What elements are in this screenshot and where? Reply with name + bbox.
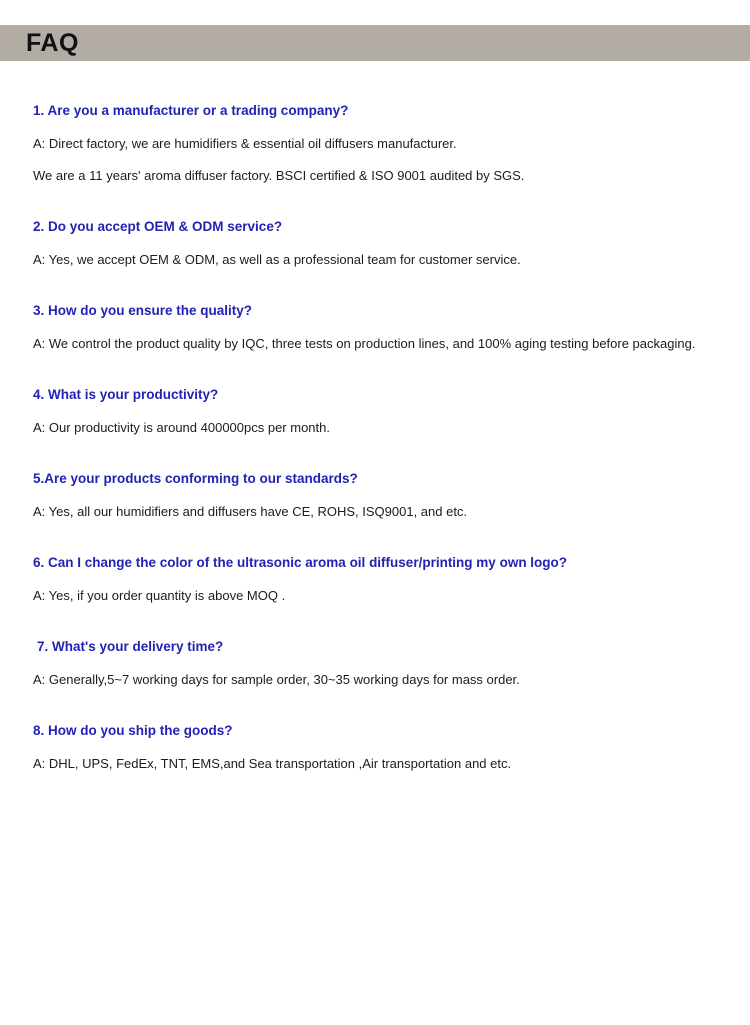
faq-answer: We are a 11 years' aroma diffuser factory. BSCI certified & ISO 9001 audited by SGS.	[33, 168, 525, 183]
faq-page	[0, 25, 750, 1025]
faq-item	[33, 219, 715, 268]
faq-question: 8. How do you ship the goods?	[33, 723, 233, 738]
faq-answer: A: Our productivity is around 400000pcs per month.	[33, 420, 330, 435]
faq-item	[33, 303, 715, 352]
faq-item	[33, 639, 715, 688]
faq-item	[33, 387, 715, 436]
faq-answer: A: DHL, UPS, FedEx, TNT, EMS,and Sea transportation ,Air transportation and etc.	[33, 756, 512, 771]
faq-list	[0, 61, 750, 847]
faq-item	[33, 723, 715, 772]
faq-question: 4. What is your productivity?	[33, 387, 219, 402]
faq-answer: A: Yes, we accept OEM & ODM, as well as a professional team for customer service.	[33, 252, 521, 267]
faq-item	[33, 471, 715, 520]
faq-answer: A: Generally,5~7 working days for sample order, 30~35 working days for mass order.	[33, 672, 520, 687]
faq-question: 6. Can I change the color of the ultrasonic aroma oil diffuser/printing my own logo?	[33, 555, 568, 570]
faq-question: 2. Do you accept OEM & ODM service?	[33, 219, 283, 234]
faq-question: 1. Are you a manufacturer or a trading company?	[33, 103, 349, 118]
faq-title: FAQ	[26, 28, 79, 57]
faq-item	[33, 555, 715, 604]
faq-answer: A: Direct factory, we are humidifiers & essential oil diffusers manufacturer.	[33, 136, 457, 151]
faq-question: 3. How do you ensure the quality?	[33, 303, 253, 318]
faq-header	[0, 25, 750, 61]
faq-question: 5.Are your products conforming to our standards?	[33, 471, 358, 486]
faq-answer: A: Yes, all our humidifiers and diffusers have CE, ROHS, ISQ9001, and etc.	[33, 504, 468, 519]
faq-item	[33, 103, 715, 184]
faq-answer: A: We control the product quality by IQC, three tests on production lines, and 100% aging testing before packaging.	[33, 336, 696, 351]
faq-question: 7. What's your delivery time?	[37, 639, 224, 654]
faq-answer: A: Yes, if you order quantity is above MOQ .	[33, 588, 286, 603]
